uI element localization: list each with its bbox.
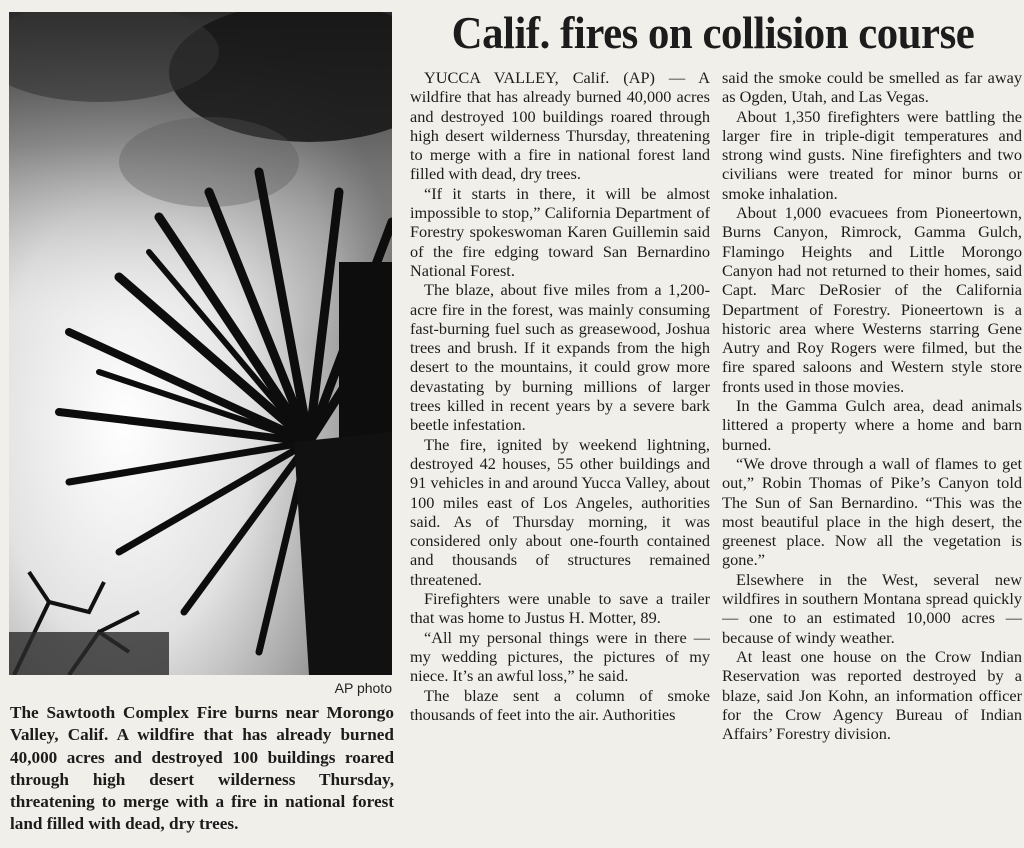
paragraph: “If it starts in there, it will be almost impossible to stop,” California Department of Forestry spokeswoman Karen Guillemin said of the fire edging toward San Bernardino National Forest.: [410, 183, 710, 280]
paragraph: “All my personal things were in there — my wedding pictures, the pictures of my niece. It’s an awful loss,” he said.: [410, 627, 710, 686]
article-headline: Calif. fires on collision course: [451, 7, 975, 58]
wildfire-photo: [9, 12, 392, 675]
paragraph-continued: said the smoke could be smelled as far away as Ogden, Utah, and Las Vegas.: [722, 68, 1022, 107]
article-column-1: [410, 68, 710, 844]
paragraph: “We drove through a wall of flames to get out,” Robin Thomas of Pike’s Canyon told The Sun of San Bernardino. “This was the most beautiful place in the high desert, the greenest place. Now all the vegetation is gone.”: [722, 453, 1022, 570]
paragraph: About 1,000 evacuees from Pioneertown, Burns Canyon, Rimrock, Gamma Gulch, Flamingo Heights and Little Morongo Canyon had not returned to their homes, said Capt. Marc DeRosier of the California Department of Forestry. Pioneertown is a historic area where Westerns starring Gene Autry and Roy Rogers were filmed, but the fire spared saloons and Western style store fronts used in those movies.: [722, 203, 1022, 396]
article-column-2: [722, 68, 1022, 844]
paragraph: The blaze, about five miles from a 1,200-acre fire in the forest, was mainly consuming fast-burning fuel such as greasewood, Joshua trees and brush. If it expands from the high desert to the mountains, it could grow more devastating by burning millions of larger trees killed in recent years by a severe bark beetle infestation.: [410, 280, 710, 435]
paragraph: At least one house on the Crow Indian Reservation was reported destroyed by a blaze, said Jon Kohn, an information officer for the Crow Agency Bureau of Indian Affairs’ Forestry division.: [722, 646, 1022, 744]
paragraph: The fire, ignited by weekend lightning, destroyed 42 houses, 55 other buildings and 91 vehicles in and around Yucca Valley, about 100 miles east of Los Angeles, authorities said. As of Thursday morning, it was considered only about one-fourth contained and thousands of structures remained threatened.: [410, 434, 710, 589]
paragraph: The blaze sent a column of smoke thousands of feet into the air. Authorities: [410, 685, 710, 724]
photo-caption: The Sawtooth Complex Fire burns near Morongo Valley, Calif. A wildfire that has already burned 40,000 acres and destroyed 100 buildings roared through high desert wilderness Thursday, threatening to merge with a fire in national forest land filled with dead, dry trees.: [10, 703, 394, 834]
paragraph: Elsewhere in the West, several new wildfires in southern Montana spread quickly — one to an estimated 10,000 acres — because of windy weather.: [722, 569, 1022, 647]
photo-credit: AP photo: [334, 680, 392, 696]
paragraph: About 1,350 firefighters were battling the larger fire in triple-digit temperatures and strong wind gusts. Nine firefighters and two civilians were treated for minor burns or smoke inhalation.: [722, 106, 1022, 203]
paragraph: YUCCA VALLEY, Calif. (AP) — A wildfire that has already burned 40,000 acres and destroyed 100 buildings roared through high desert wilderness Thursday, threatening to merge with a fire in national forest land filled with dead, dry trees.: [410, 68, 710, 184]
paragraph: In the Gamma Gulch area, dead animals littered a property where a home and barn burned.: [722, 396, 1022, 454]
paragraph: Firefighters were unable to save a trailer that was home to Justus H. Motter, 89.: [410, 589, 710, 628]
